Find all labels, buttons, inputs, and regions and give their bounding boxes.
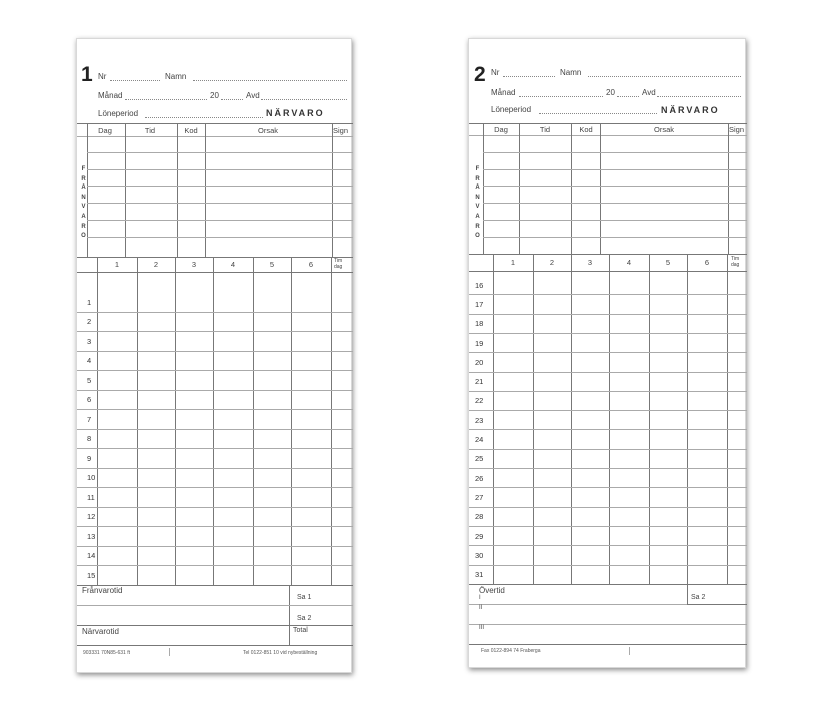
row-label: 20 [475, 357, 484, 367]
table-row[interactable] [77, 312, 353, 313]
year-field[interactable] [221, 99, 243, 100]
narvaro-title: NÄRVARO [661, 105, 720, 115]
loneperiod-label: Löneperiod [98, 109, 139, 118]
avd-label: Avd [642, 88, 656, 97]
row-label: 2 [87, 317, 92, 327]
avd-field[interactable] [261, 99, 347, 100]
col-orsak: Orsak [653, 125, 674, 134]
table-row[interactable] [469, 565, 747, 566]
manad-field[interactable] [519, 96, 603, 97]
avd-field[interactable] [657, 96, 741, 97]
row-label: 11 [87, 492, 95, 502]
table-row[interactable] [469, 333, 747, 334]
row-label: 24 [475, 435, 484, 445]
overtid-ii: II [479, 605, 483, 611]
table-row[interactable] [77, 487, 353, 488]
table-row[interactable] [77, 390, 353, 391]
row-label: 13 [87, 531, 96, 541]
manad-field[interactable] [125, 99, 207, 100]
namn-label: Namn [165, 72, 187, 81]
day-col-5: 5 [269, 260, 275, 269]
table-row[interactable] [469, 391, 747, 392]
table-row[interactable] [469, 468, 747, 469]
franvaro-vertical-label: F R Å N V A R O [475, 166, 481, 240]
day-col-4: 4 [626, 258, 632, 267]
row-label: 23 [475, 415, 484, 425]
table-row[interactable] [469, 526, 747, 527]
row-label: 1 [87, 297, 92, 307]
table-row[interactable] [77, 351, 353, 352]
sa1-label: Sa 1 [297, 594, 312, 601]
row-label: 9 [87, 453, 92, 463]
year-prefix: 20 [210, 91, 219, 100]
table-row[interactable] [77, 429, 353, 430]
day-col-5: 5 [665, 258, 671, 267]
footer-right: Tel 0122-851 10 vid nybeställning [243, 650, 318, 656]
loneperiod-field[interactable] [145, 117, 263, 118]
year-prefix: 20 [606, 88, 615, 97]
year-field[interactable] [617, 96, 639, 97]
table-row[interactable] [77, 468, 353, 469]
row-label: 19 [475, 338, 484, 348]
namn-label: Namn [560, 68, 582, 77]
card-number: 1 [81, 63, 93, 86]
table-row[interactable] [77, 565, 353, 566]
nr-label: Nr [98, 72, 107, 81]
day-col-6: 6 [704, 258, 710, 267]
row-label: 30 [475, 550, 484, 560]
namn-field[interactable] [193, 80, 347, 81]
row-label: 3 [87, 336, 92, 346]
table-row[interactable] [77, 526, 353, 527]
franvarotid-label: Frånvarotid [82, 586, 123, 595]
table-row[interactable] [469, 314, 747, 315]
manad-label: Månad [98, 91, 123, 100]
table-row[interactable] [469, 449, 747, 450]
day-col-1: 1 [510, 258, 516, 267]
row-label: 27 [475, 492, 484, 502]
footer-left: Fax 0122-894 74 Fraberga [481, 648, 541, 654]
row-label: 21 [475, 377, 484, 387]
row-label: 7 [87, 414, 92, 424]
row-label: 10 [87, 473, 96, 483]
col-tid: Tid [539, 125, 551, 134]
row-label: 17 [475, 299, 484, 309]
row-label: 15 [87, 570, 96, 580]
row-label: 6 [87, 395, 92, 405]
row-label: 31 [475, 570, 484, 580]
card-number: 2 [474, 63, 486, 86]
footer-left: 903331 70N85-631 ft [83, 650, 130, 656]
day-col-1: 1 [114, 260, 120, 269]
loneperiod-label: Löneperiod [491, 105, 532, 114]
time-card-1 [76, 38, 352, 673]
manad-label: Månad [491, 88, 516, 97]
row-label: 25 [475, 454, 484, 464]
narvarotid-label: Närvarotid [82, 627, 119, 636]
time-card-2 [468, 38, 746, 668]
col-sign: Sign [729, 125, 745, 134]
day-col-3: 3 [587, 258, 593, 267]
loneperiod-field[interactable] [539, 113, 657, 114]
row-label: 22 [475, 396, 484, 406]
row-label: 14 [87, 551, 96, 561]
sa2-label: Sa 2 [297, 615, 312, 622]
row-label: 18 [475, 319, 484, 329]
col-dag: Dag [98, 126, 112, 135]
row-label: 26 [475, 473, 484, 483]
table-row[interactable] [469, 507, 747, 508]
row-label: 28 [475, 512, 484, 522]
table-row[interactable] [77, 546, 353, 547]
table-row[interactable] [469, 410, 747, 411]
row-label: 16 [475, 280, 484, 290]
tim-dag-header: Tim dag [334, 258, 343, 270]
row-label: 29 [475, 531, 484, 541]
narvaro-title: NÄRVARO [266, 108, 325, 118]
row-label: 12 [87, 512, 96, 522]
total-label: Total [293, 627, 308, 634]
day-col-2: 2 [153, 260, 159, 269]
table-row[interactable] [77, 370, 353, 371]
table-row[interactable] [469, 294, 747, 295]
col-tid: Tid [144, 126, 156, 135]
nr-label: Nr [491, 68, 500, 77]
overtid-i: I [479, 595, 481, 601]
avd-label: Avd [246, 91, 260, 100]
table-row[interactable] [77, 331, 353, 332]
table-row[interactable] [469, 429, 747, 430]
overtid-iii: III [479, 625, 485, 631]
table-row[interactable] [469, 487, 747, 488]
table-row[interactable] [77, 409, 353, 410]
col-orsak: Orsak [257, 126, 278, 135]
table-row[interactable] [469, 372, 747, 373]
franvaro-vertical-label: F R Å N V A R O [81, 166, 87, 240]
day-col-3: 3 [191, 260, 197, 269]
table-row[interactable] [469, 352, 747, 353]
tim-dag-header: Tim dag [731, 256, 740, 268]
col-kod: Kod [184, 126, 198, 135]
col-kod: Kod [579, 125, 593, 134]
row-label: 4 [87, 356, 92, 366]
row-label: 8 [87, 434, 92, 444]
table-row[interactable] [77, 507, 353, 508]
col-dag: Dag [494, 125, 508, 134]
col-sign: Sign [333, 126, 349, 135]
nr-field[interactable] [503, 76, 555, 77]
table-row[interactable] [469, 545, 747, 546]
day-col-6: 6 [308, 260, 314, 269]
day-col-2: 2 [549, 258, 555, 267]
namn-field[interactable] [588, 76, 741, 77]
nr-field[interactable] [110, 80, 160, 81]
table-row[interactable] [77, 448, 353, 449]
day-col-4: 4 [230, 260, 236, 269]
row-label: 5 [87, 375, 92, 385]
overtid-label: Övertid [479, 586, 505, 595]
sa2-label: Sa 2 [691, 594, 706, 601]
